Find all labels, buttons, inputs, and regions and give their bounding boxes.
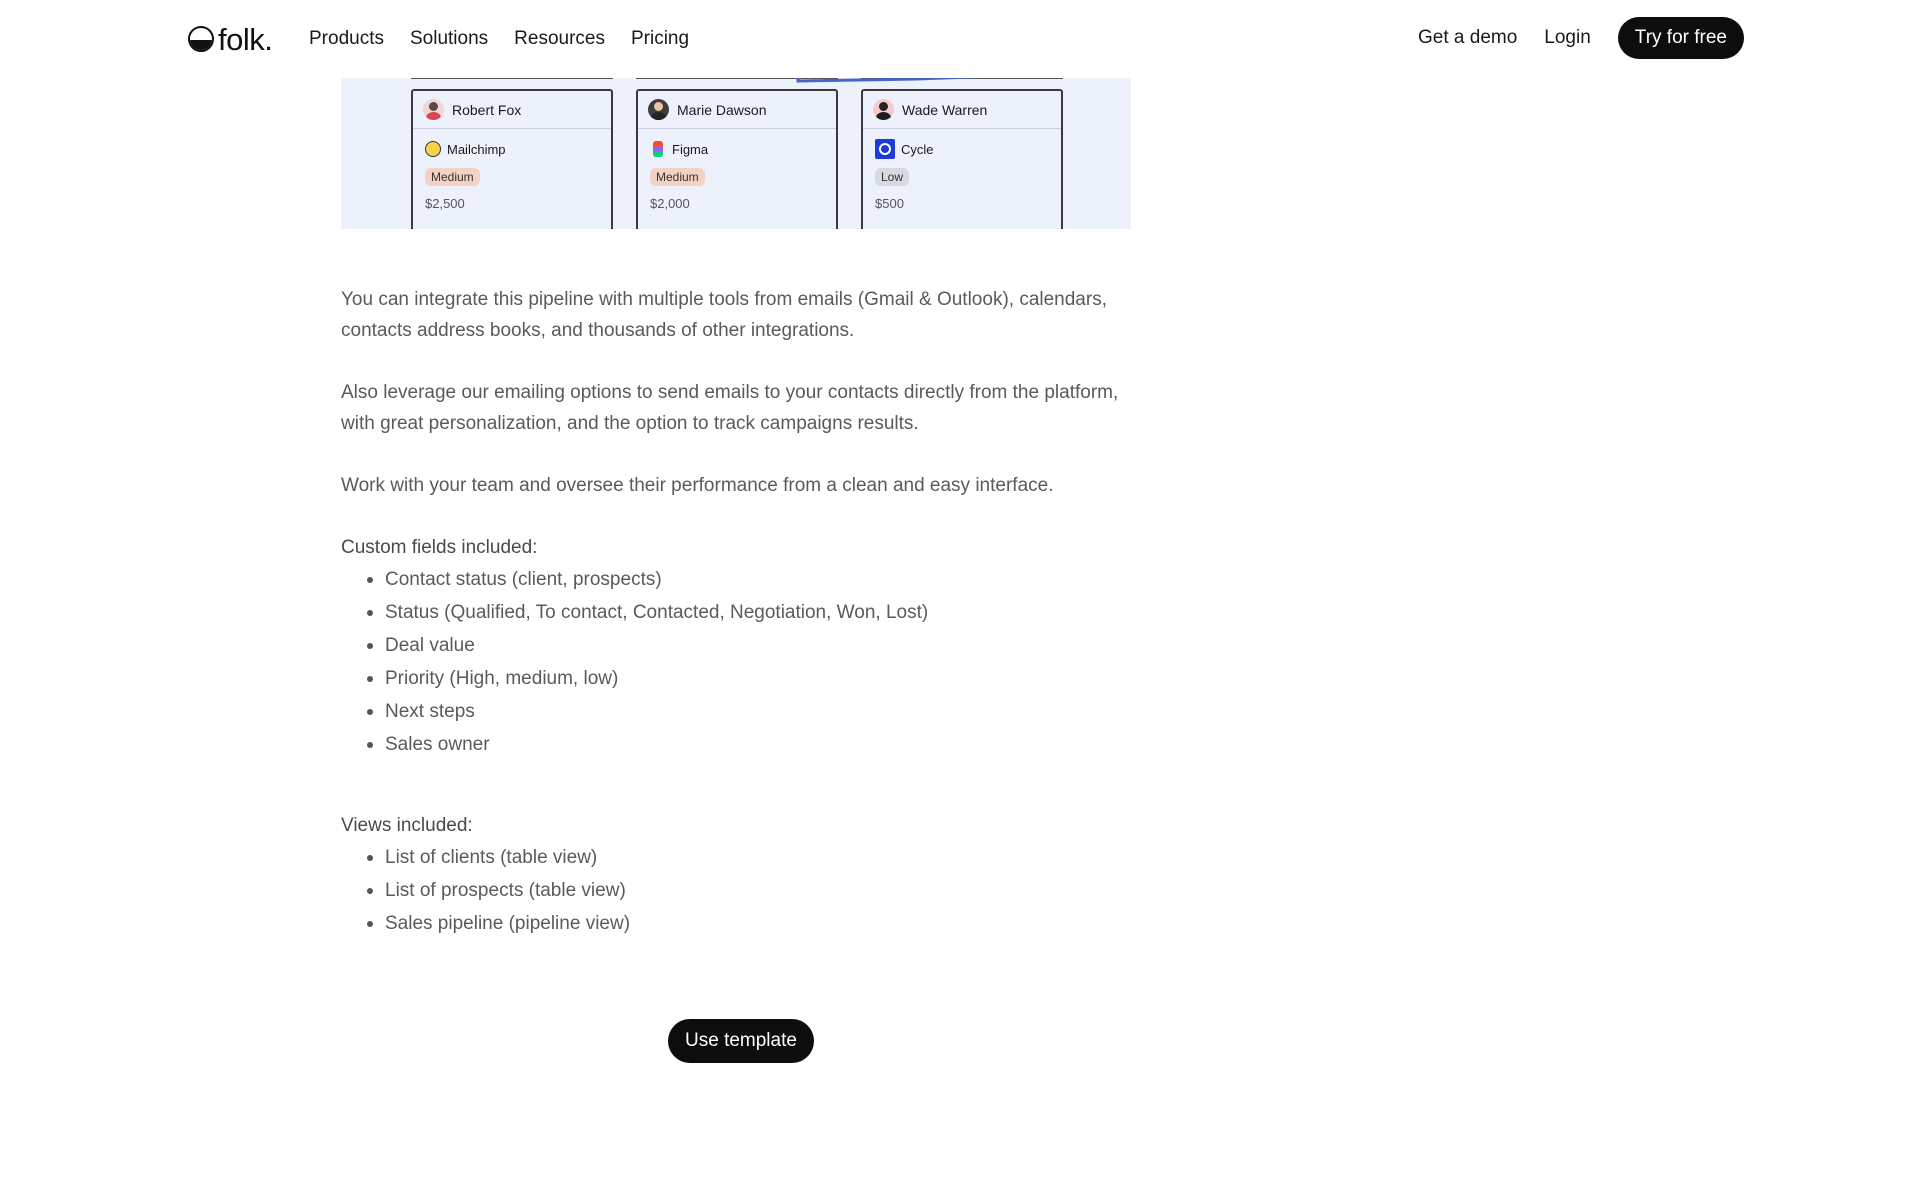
list-item: List of prospects (table view) <box>367 874 1141 907</box>
list-item: Next steps <box>367 695 1141 728</box>
company-row <box>875 139 1049 159</box>
drag-connector-line <box>796 77 1056 85</box>
company-name: Mailchimp <box>447 141 506 157</box>
deal-value: $2,500 <box>425 196 465 211</box>
list-item: Sales owner <box>367 728 1141 761</box>
list-item: Contact status (client, prospects) <box>367 563 1141 596</box>
company-name: Figma <box>672 141 709 157</box>
list-item: Priority (High, medium, low) <box>367 662 1141 695</box>
list-item: Deal value <box>367 629 1141 662</box>
company-name: Cycle <box>901 141 934 157</box>
pipeline-card <box>411 89 613 229</box>
list-item: List of clients (table view) <box>367 841 1141 874</box>
custom-fields-list <box>367 563 1141 761</box>
views-list <box>367 841 1141 940</box>
pipeline-card <box>636 89 838 229</box>
paragraph-integrations: You can integrate this pipeline with multiple tools from emails (Gmail & Outlook), calendars, contacts address books, and thousands of other integrations. <box>341 289 1107 341</box>
mailchimp-icon <box>425 141 441 157</box>
pipeline-preview-image <box>341 77 1131 229</box>
card-body <box>413 129 611 221</box>
list-item: Status (Qualified, To contact, Contacted, Negotiation, Won, Lost) <box>367 596 1141 629</box>
template-description <box>341 284 1141 940</box>
nav-links <box>309 26 689 52</box>
avatar <box>873 99 894 120</box>
list-item: Sales pipeline (pipeline view) <box>367 907 1141 940</box>
try-for-free-button[interactable]: Try for free <box>1618 17 1744 59</box>
figma-icon <box>653 141 663 157</box>
card-header <box>638 91 836 129</box>
folk-logo-icon <box>188 26 214 52</box>
paragraph-emailing: Also leverage our emailing options to send emails to your contacts directly from the platform, with great personalization, and the option to track campaigns results. <box>341 382 1119 434</box>
nav-link-solutions[interactable]: Solutions <box>409 28 489 49</box>
contact-name: Robert Fox <box>452 101 522 118</box>
folk-logo[interactable] <box>188 22 272 56</box>
top-navigation <box>0 0 1920 78</box>
contact-name: Marie Dawson <box>677 101 767 118</box>
priority-badge: Medium <box>650 168 705 186</box>
spacer <box>341 761 1141 810</box>
pipeline-card <box>861 89 1063 229</box>
nav-link-products[interactable]: Products <box>309 28 384 49</box>
use-template-button[interactable]: Use template <box>668 1019 814 1063</box>
cycle-icon <box>875 139 895 159</box>
login-link[interactable]: Login <box>1544 27 1591 48</box>
priority-badge: Low <box>875 168 909 186</box>
card-body <box>863 129 1061 221</box>
get-demo-link[interactable]: Get a demo <box>1418 27 1518 48</box>
paragraph-team: Work with your team and oversee their performance from a clean and easy interface. <box>341 475 1054 496</box>
company-row <box>650 139 824 159</box>
company-row <box>425 139 599 159</box>
card-body <box>638 129 836 221</box>
contact-name: Wade Warren <box>902 101 988 118</box>
card-header <box>863 91 1061 129</box>
avatar <box>648 99 669 120</box>
deal-value: $500 <box>875 196 904 211</box>
custom-fields-title: Custom fields included: <box>341 537 538 558</box>
nav-link-pricing[interactable]: Pricing <box>630 28 690 49</box>
deal-value: $2,000 <box>650 196 690 211</box>
nav-link-resources[interactable]: Resources <box>514 28 605 49</box>
views-title: Views included: <box>341 815 473 836</box>
nav-actions <box>1418 17 1744 59</box>
priority-badge: Medium <box>425 168 480 186</box>
card-header <box>413 91 611 129</box>
logo-text: folk. <box>218 21 273 57</box>
avatar <box>423 99 444 120</box>
